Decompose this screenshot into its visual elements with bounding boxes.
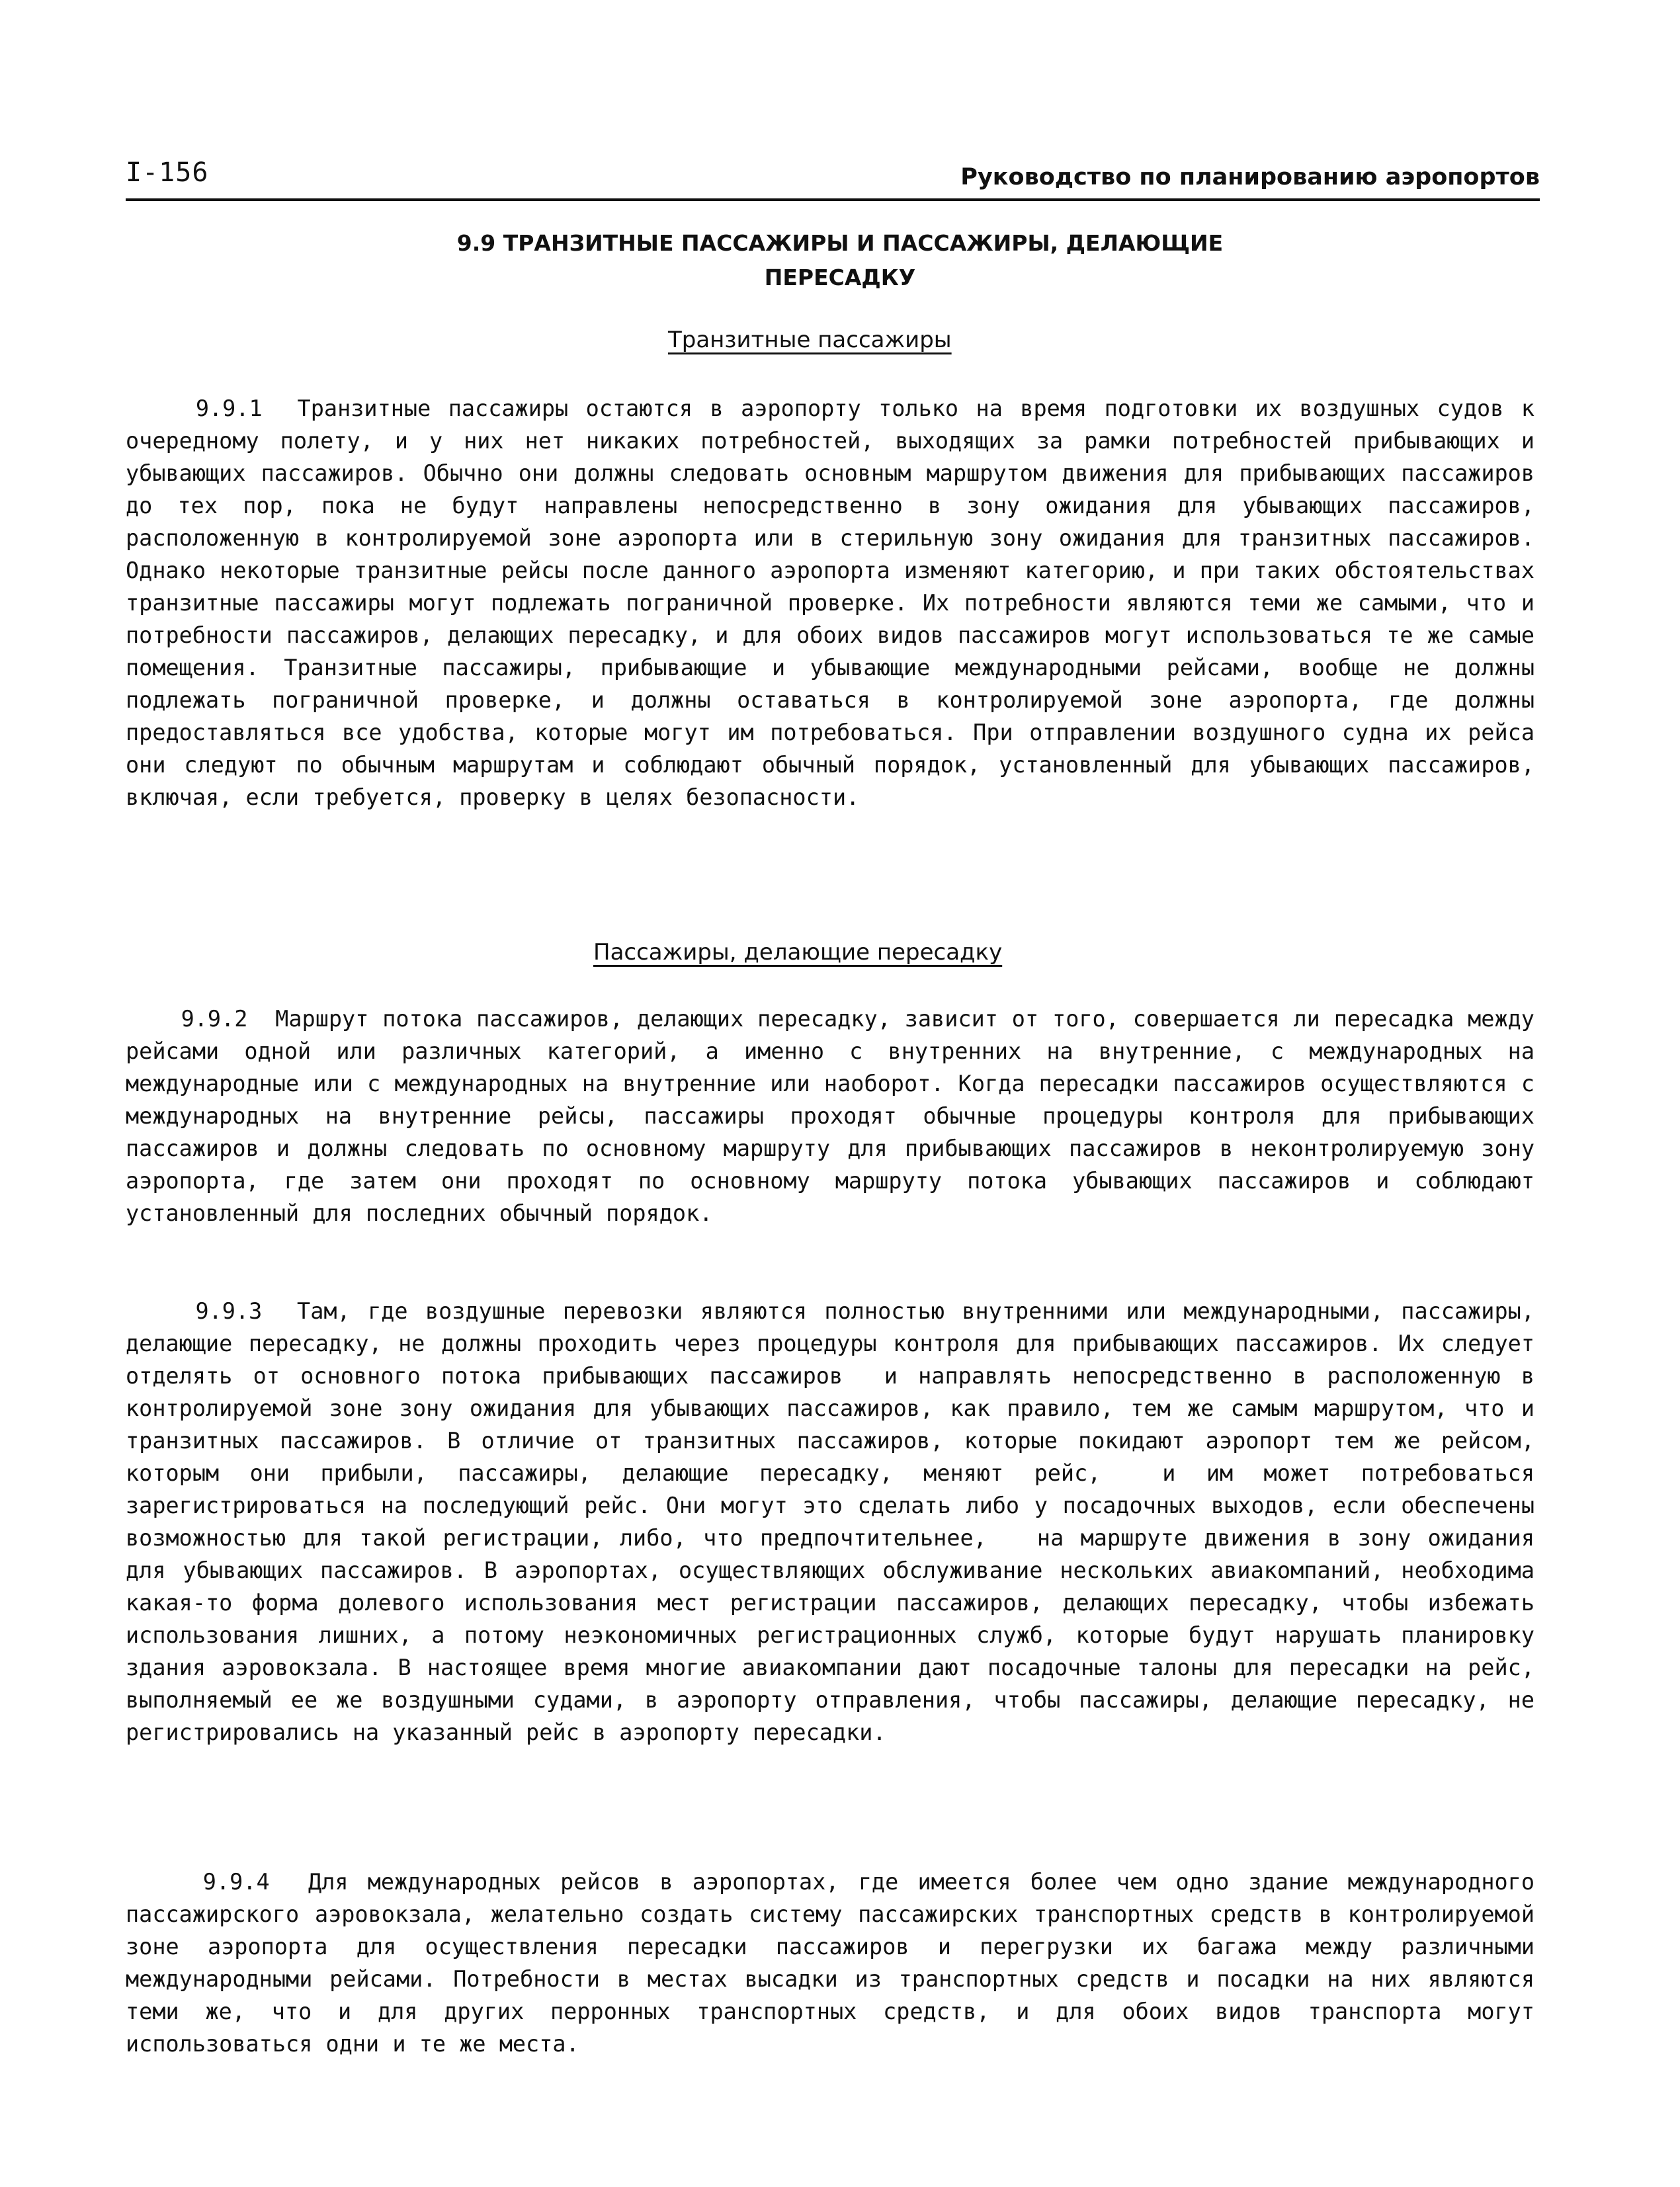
section-title-line-2: ПЕРЕСАДКУ: [764, 265, 916, 290]
paragraph-9-9-3: 9.9.3 Там, где воздушные перевозки являются полностью внутренними или международными, пассажиры, делающие пересадку, не должны проходить через процедуры контроля для прибывающих пассажиров. Их следует отделять от основного потока прибывающих пассажиров и направлять непосредственно в расположенную в контролируемой зоне зону ожидания для убывающих пассажиров, как правило, тем же самым маршрутом, что и транзитных пассажиров. В отличие от транзитных пассажиров, которые покидают аэропорт тем же рейсом, которым они прибыли, пассажиры, делающие пересадку, меняют рейс, и им может потребоваться зарегистрироваться на последующий рейс. Они могут это сделать либо у посадочных выходов, если обеспечены возможностью для такой регистрации, либо, что предпочтительнее, на маршруте движения в зону ожидания для убывающих пассажиров. В аэропортах, осуществляющих обслуживание нескольких авиакомпаний, необходима какая-то форма долевого использования мест регистрации пассажиров, делающих пересадку, чтобы избежать использования лишних, а потому неэкономичных регистрационных служб, которые будут нарушать планировку здания аэровокзала. В настоящее время многие авиакомпании дают посадочные талоны для пересадки на рейс, выполняемый ее же воздушными судами, в аэропорту отправления, чтобы пассажиры, делающие пересадку, не регистрировались на указанный рейс в аэропорту пересадки.: [126, 1298, 1548, 1745]
paragraph-9-9-1: 9.9.1 Транзитные пассажиры остаются в аэропорту только на время подготовки их воздушных судов к очередному полету, и у них нет никаких потребностей, выходящих за рамки потребностей прибывающих и убывающих пассажиров. Обычно они должны следовать основным маршрутом движения для прибывающих пассажиров до тех пор, пока не будут направлены непосредственно в зону ожидания для убывающих пассажиров, расположенную в контролируемой зоне аэропорта или в стерильную зону ожидания для транзитных пассажиров. Однако некоторые транзитные рейсы после данного аэропорта изменяют категорию, и при таких обстоятельствах транзитные пассажиры могут подлежать пограничной проверке. Их потребности являются теми же самыми, что и потребности пассажиров, делающих пересадку, и для обоих видов пассажиров могут использоваться те же самые помещения. Транзитные пассажиры, прибывающие и убывающие международными рейсами, вообще не должны подлежать пограничной проверке, и должны оставаться в контролируемой зоне аэропорта, где должны предоставляться все удобства, которые могут им потребоваться. При отправлении воздушного судна их рейса они следуют по обычным маршрутам и соблюдают обычный порядок, установленный для убывающих пассажиров, включая, если требуется, проверку в целях безопасности.: [126, 395, 1548, 810]
paragraph-9-9-4: 9.9.4 Для международных рейсов в аэропортах, где имеется более чем одно здание международного пассажирского аэровокзала, желательно создать систему пассажирских транспортных средств в контролируемой зоне аэропорта для осуществления пересадки пассажиров и перегрузки их багажа между различными международными рейсами. Потребности в местах высадки из транспортных средств и посадки на них являются теми же, что и для других перронных транспортных средств, и для обоих видов транспорта могут использоваться одни и те же места.: [126, 1869, 1548, 2057]
subheading-transit-passengers: Транзитные пассажиры: [668, 327, 952, 353]
subheading-transfer-passengers: Пассажиры, делающие пересадку: [593, 939, 1003, 966]
page-header: [126, 157, 1540, 201]
running-title: Руководство по планированию аэропортов: [960, 164, 1540, 190]
paragraph-9-9-2: 9.9.2 Маршрут потока пассажиров, делающих пересадку, зависит от того, совершается ли пересадка между рейсами одной или различных категорий, а именно с внутренних на внутренние, с международных на международные или с международных на внутренние или наоборот. Когда пересадки пассажиров осуществляются с международных на внутренние рейсы, пассажиры проходят обычные процедуры контроля для прибывающих пассажиров и должны следовать по основному маршруту для прибывающих пассажиров в неконтролируемую зону аэропорта, где затем они проходят по основному маршруту потока убывающих пассажиров и соблюдают установленный для последних обычный порядок.: [126, 1006, 1548, 1226]
section-title: [397, 226, 1283, 295]
section-title-line-1: 9.9 ТРАНЗИТНЫЕ ПАССАЖИРЫ И ПАССАЖИРЫ, ДЕЛАЮЩИЕ: [456, 230, 1224, 256]
page-number: I-156: [126, 157, 209, 188]
